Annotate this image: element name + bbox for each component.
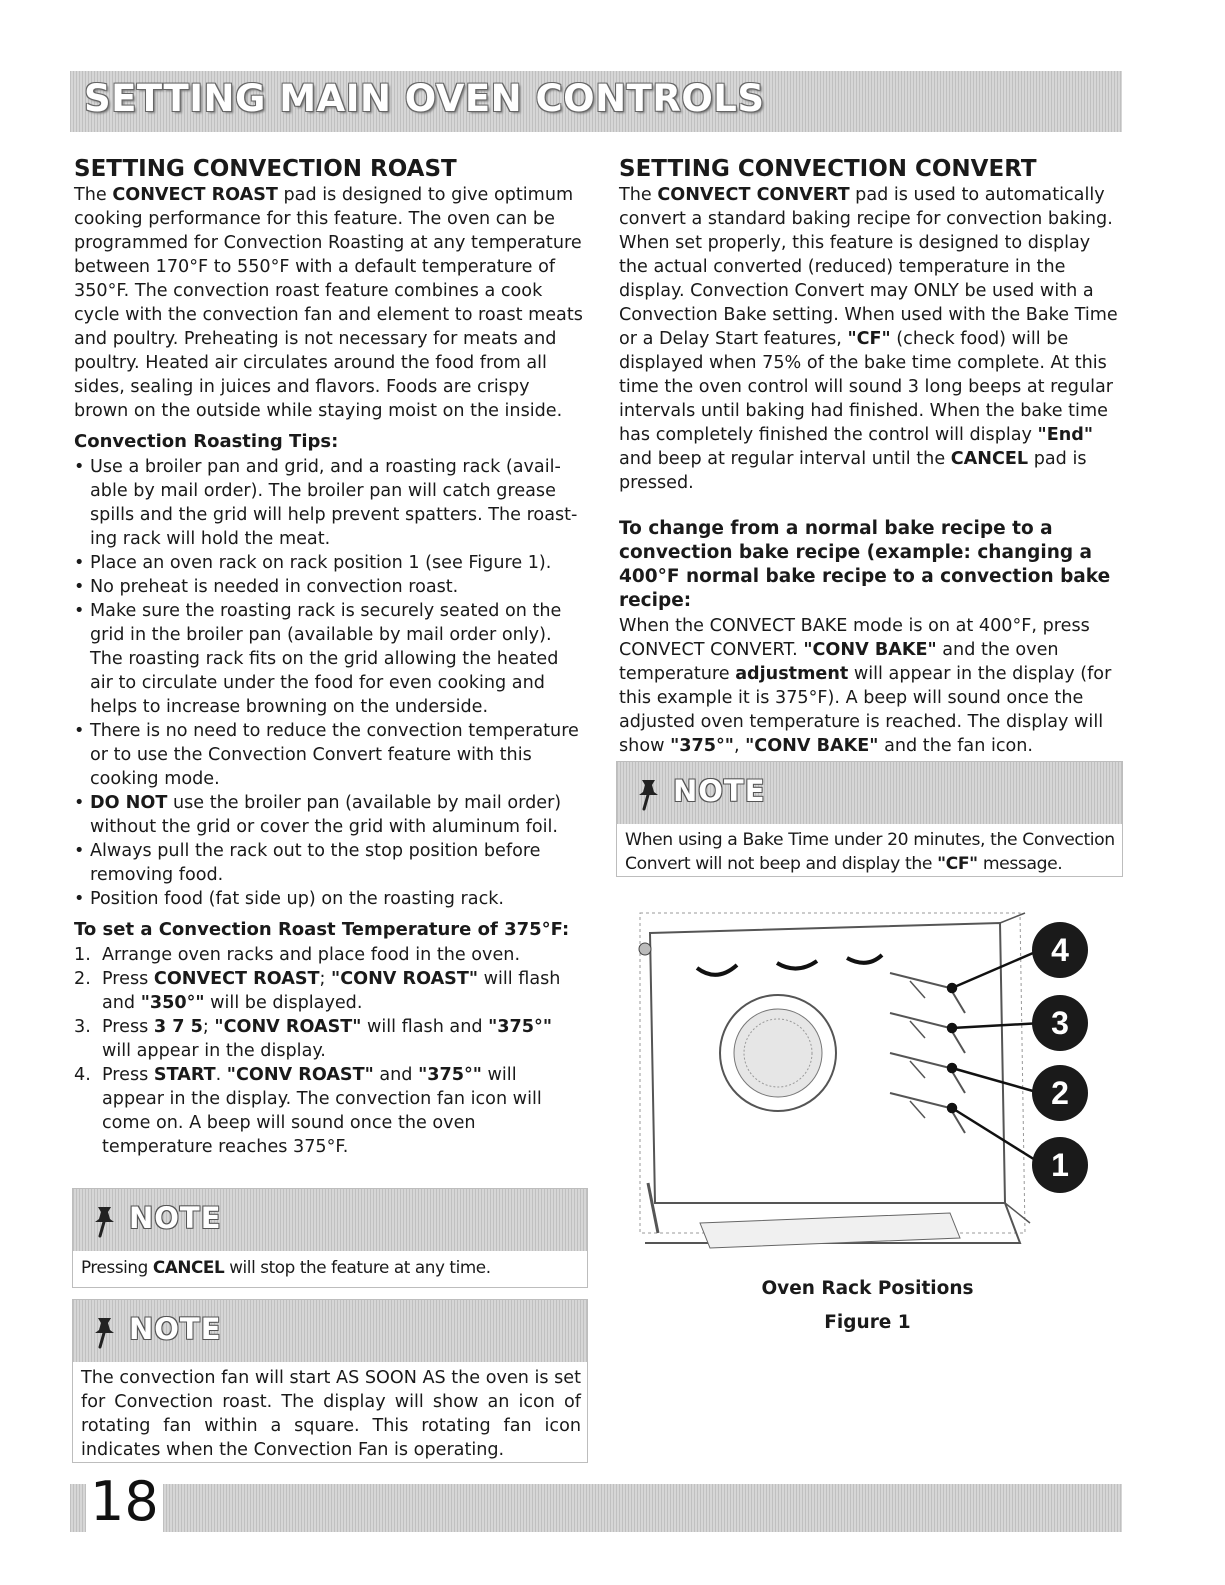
intro-text: pad is used to automatically convert a standard baking recipe for convection baking. When set properly, this feature is designed to display the actual converted (reduced) temperature in the display. Convection Convert may ONLY be used with a Convection Bake setting. When used with the Bake Time or a Delay Start features, xyxy=(619,185,1118,349)
step-keyword: 3 7 5 xyxy=(153,1017,203,1037)
step-text: . xyxy=(215,1065,227,1085)
footer-bar xyxy=(70,1484,1122,1532)
title-banner xyxy=(70,71,1122,132)
step-item xyxy=(74,1063,584,1159)
body-text: will appear in the display (for this example it is 375°F). A beep will sound once the adjusted oven temperature is reached. The display will show xyxy=(619,664,1112,756)
step-number: 1. xyxy=(74,945,91,965)
rack-number-label: 1 xyxy=(1051,1147,1069,1183)
body-keyword: "375°" xyxy=(670,736,734,756)
step-text: and xyxy=(373,1065,419,1085)
body-text: , xyxy=(733,736,746,756)
note-cancel xyxy=(72,1188,588,1288)
page-number: 18 xyxy=(86,1466,163,1538)
note-title: NOTE xyxy=(129,1201,222,1235)
step-text: ; xyxy=(319,969,332,989)
tips-heading: Convection Roasting Tips: xyxy=(74,431,339,452)
section-heading-convection-convert: SETTING CONVECTION CONVERT xyxy=(619,156,1037,182)
rack-number-label: 2 xyxy=(1051,1075,1069,1111)
body-keyword: "CONV BAKE" xyxy=(745,736,879,756)
body-text: When the CONVECT BAKE mode is on at 400°F, press CONVECT CONVERT. xyxy=(619,616,1090,660)
note-header xyxy=(617,762,1122,824)
figure-caption: Oven Rack Positions xyxy=(761,1278,974,1299)
note-body xyxy=(617,824,1122,882)
step-text: will flash and xyxy=(361,1017,489,1037)
pushpin-icon xyxy=(89,1314,121,1350)
step-keyword: "CONV ROAST" xyxy=(331,969,479,989)
body-keyword: "CONV BAKE" xyxy=(803,640,937,660)
list-item: • Use a broiler pan and grid, and a roasting rack (avail-able by mail order). The broiler pan will catch grease spills and the grid will help prevent spatters. The roast-ing rack will hold the meat. xyxy=(74,455,584,551)
step-item xyxy=(74,1015,584,1063)
note-convection-fan xyxy=(72,1299,588,1463)
note-title: NOTE xyxy=(673,774,766,808)
convection-convert-intro xyxy=(619,183,1124,495)
step-text: Arrange oven racks and place food in the oven. xyxy=(102,945,521,965)
intro-keyword: "End" xyxy=(1037,425,1094,445)
change-recipe-heading: To change from a normal bake recipe to a convection bake recipe (example: changing a 400°F normal bake recipe to a convection bake recipe: xyxy=(619,518,1111,611)
rack-position-4 xyxy=(1032,922,1088,978)
section-heading-convection-roast: SETTING CONVECTION ROAST xyxy=(74,156,457,182)
figure-label: Figure 1 xyxy=(824,1312,911,1333)
rack-number-label: 4 xyxy=(1051,932,1069,968)
set-roast-heading: To set a Convection Roast Temperature of 375°F: xyxy=(74,919,570,940)
body-keyword: adjustment xyxy=(735,664,849,684)
rack-position-1 xyxy=(1032,1137,1088,1193)
body-text: and the oven temperature xyxy=(619,640,1059,684)
list-item: • Place an oven rack on rack position 1 (see Figure 1). xyxy=(74,551,584,575)
step-keyword: "375°" xyxy=(488,1017,552,1037)
intro-text: pad is designed to give optimum cooking performance for this feature. The oven can be programmed for Convection Roasting at any temperature between 170°F to 550°F with a default temperature of 350°F. The convection roast feature combines a cook cycle with the convection fan and element to roast meats and poultry. Preheating is not necessary for meats and poultry. Heated air circulates around the food from all sides, sealing in juices and flavors. Foods are crispy brown on the outside while staying moist on the inside. xyxy=(74,185,583,421)
note-title: NOTE xyxy=(129,1312,222,1346)
intro-keyword: "CF" xyxy=(847,329,891,349)
step-text: Press xyxy=(102,969,154,989)
step-item xyxy=(74,943,584,967)
intro-keyword: CONVECT ROAST xyxy=(112,185,278,205)
list-item: • Make sure the roasting rack is securely seated on the grid in the broiler pan (available by mail order only). The roasting rack fits on the grid allowing the heated air to circulate under the food for even cooking and helps to increase browning on the underside. xyxy=(74,599,584,719)
step-text: will appear in the display. xyxy=(102,1041,326,1061)
steps-list xyxy=(74,943,584,1159)
step-keyword: START xyxy=(153,1065,216,1085)
warning-keyword: DO NOT xyxy=(90,793,168,813)
step-text: will be displayed. xyxy=(204,993,363,1013)
step-text: Press xyxy=(102,1017,154,1037)
step-item xyxy=(74,967,584,1015)
intro-text: (check food) will be displayed when 75% of the bake time complete. At this time the oven control will sound 3 long beeps at regular intervals until baking had finished. When the bake time has completely finished the control will display xyxy=(619,329,1114,445)
note-body: The convection fan will start AS SOON AS the oven is set for Convection roast. The display will show an icon of rotating fan within a square. This rotating fan icon indicates when the Convection Fan is operating. xyxy=(81,1368,581,1460)
convection-roast-intro xyxy=(74,183,584,423)
intro-text: The xyxy=(74,185,113,205)
list-item: • There is no need to reduce the convection temperature or to use the Convection Convert feature with this cooking mode. xyxy=(74,719,584,791)
rack-position-2 xyxy=(1032,1065,1088,1121)
pushpin-icon xyxy=(89,1203,121,1239)
step-text: will flash and xyxy=(102,969,561,1013)
list-item-text: use the broiler pan (available by mail order) without the grid or cover the grid with aluminum foil. xyxy=(90,793,562,837)
note-body xyxy=(73,1251,587,1285)
rack-callout-lines xyxy=(948,950,1042,1163)
step-keyword: "CONV ROAST" xyxy=(226,1065,374,1085)
note-text: will stop the feature at any time. xyxy=(224,1257,491,1277)
note-text: Pressing xyxy=(81,1257,153,1277)
step-text: ; xyxy=(202,1017,215,1037)
body-text: and the fan icon. xyxy=(878,736,1034,756)
list-item: • No preheat is needed in convection roast. xyxy=(74,575,584,599)
rack-position-3 xyxy=(1032,995,1088,1051)
convection-roast-section xyxy=(74,156,584,1159)
note-header xyxy=(73,1189,587,1251)
list-item xyxy=(74,791,584,839)
page-title: SETTING MAIN OVEN CONTROLS xyxy=(84,77,765,120)
intro-keyword: CONVECT CONVERT xyxy=(657,185,850,205)
rack-number-label: 3 xyxy=(1051,1005,1069,1041)
note-keyword: CANCEL xyxy=(152,1257,225,1277)
step-number: 3. xyxy=(74,1017,91,1037)
change-recipe-text xyxy=(619,614,1124,758)
step-keyword: "350°" xyxy=(140,993,205,1013)
note-text: When using a Bake Time under 20 minutes, the Convection Convert will not beep and display the xyxy=(625,830,1115,874)
note-header xyxy=(73,1300,587,1362)
intro-text: pad is pressed. xyxy=(619,449,1087,493)
step-keyword: "375°" xyxy=(418,1065,482,1085)
convection-convert-section xyxy=(619,156,1124,758)
step-number: 4. xyxy=(74,1065,91,1085)
step-keyword: "CONV ROAST" xyxy=(214,1017,362,1037)
step-text: Press xyxy=(102,1065,154,1085)
note-text: message. xyxy=(977,854,1063,874)
intro-text: and beep at regular interval until the xyxy=(619,449,951,469)
step-number: 2. xyxy=(74,969,91,989)
note-bake-time xyxy=(616,761,1123,877)
tips-list xyxy=(74,455,584,911)
step-text: will appear in the display. The convection fan icon will come on. A beep will sound once the oven temperature reaches 375°F. xyxy=(102,1065,542,1157)
list-item: • Always pull the rack out to the stop position before removing food. xyxy=(74,839,584,887)
intro-text: The xyxy=(619,185,658,205)
oven-cavity-illustration xyxy=(639,913,1030,1248)
pushpin-icon xyxy=(633,776,665,812)
intro-keyword: CANCEL xyxy=(950,449,1029,469)
note-keyword: "CF" xyxy=(937,854,978,874)
step-keyword: CONVECT ROAST xyxy=(153,969,320,989)
list-item: • Position food (fat side up) on the roasting rack. xyxy=(74,887,584,911)
oven-rack-figure xyxy=(620,903,1090,1253)
